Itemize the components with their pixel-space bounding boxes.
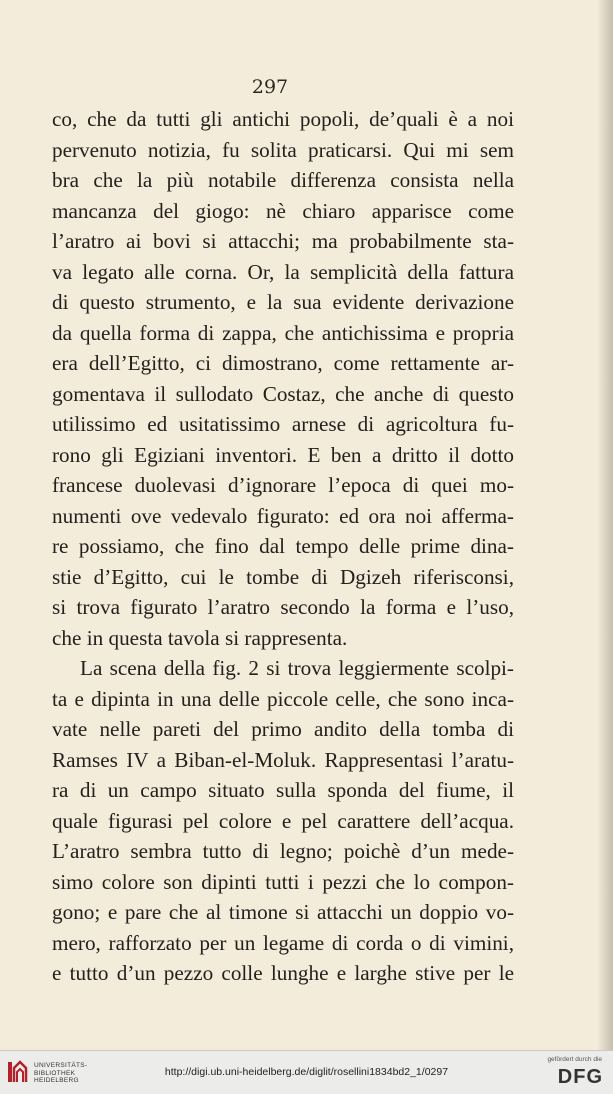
text-line-8: da quella forma di zappa, che antichissima e propria — [52, 320, 514, 345]
text-line-17: si trova figurato l’aratro secondo la forma e l’uso, — [52, 595, 514, 619]
dfg-logo[interactable]: DFG — [557, 1066, 603, 1088]
text-line-11: utilissimo ed usitatissimo arnese di agricoltura fu- — [52, 412, 514, 436]
permalink-url[interactable]: http://digi.ub.uni-heidelberg.de/diglit/rosellini1834bd2_1/0297 — [164, 1066, 449, 1078]
text-line-25: L’aratro sembra tutto di legno; poichè d’un mede- — [52, 839, 514, 863]
page-edge-shadow — [597, 0, 613, 1050]
text-line-16: stie d’Egitto, cui le tombe di Dgizeh riferisconsi, — [52, 564, 514, 589]
text-line-10: gomentava il sullodato Costaz, che anche di questo — [52, 381, 514, 406]
text-line-3: bra che la più notabile differenza consista nella — [52, 168, 514, 192]
library-name-line-1: UNIVERSITÄTS- — [34, 1062, 88, 1069]
text-line-1: co, che da tutti gli antichi popoli, de’quali è a noi — [52, 107, 514, 131]
text-line-29: e tutto d’un pezzo colle lunghe e larghe stive per le — [52, 961, 514, 985]
body-text — [52, 104, 514, 989]
text-line-2: pervenuto notizia, fu solita praticarsi. Qui mi sem — [52, 137, 514, 162]
text-line-23: ra di un campo situato sulla sponda del fiume, il — [52, 778, 514, 802]
funded-by-label: gefördert durch die — [547, 1056, 602, 1063]
library-name-line-2: BIBLIOTHEK — [34, 1069, 76, 1077]
text-line-9: era dell’Egitto, ci dimostrano, come rettamente ar- — [52, 351, 514, 375]
text-line-19: La scena della fig. 2 si trova leggiermente scolpi- — [80, 656, 514, 680]
text-line-27: gono; e pare che al timone si attacchi un doppio vo- — [52, 900, 514, 924]
text-line-26: simo colore son dipinti tutti i pezzi che lo compon- — [52, 869, 514, 894]
page-number: 297 — [251, 76, 289, 98]
text-line-22: Ramses IV a Biban-el-Moluk. Rappresentasi l’aratu- — [52, 747, 514, 772]
text-line-7: di questo strumento, e la sua evidente derivazione — [52, 290, 514, 314]
library-name-line-3: HEIDELBERG — [34, 1077, 79, 1084]
text-line-14: numenti ove vedevalo figurato: ed ora noi afferma- — [52, 503, 514, 528]
text-line-4: mancanza del giogo: nè chiaro apparisce come — [52, 198, 514, 223]
text-line-28: mero, rafforzato per un legame di corda o di vimini, — [52, 930, 514, 955]
text-line-24: quale figurasi pel colore e pel carattere dell’acqua. — [52, 808, 514, 833]
viewer-footer — [0, 1050, 613, 1094]
text-line-6: va legato alle corna. Or, la semplicità della fattura — [52, 259, 514, 284]
text-line-15: re possiamo, che fino dal tempo delle prime dina- — [52, 534, 514, 558]
text-line-13: francese duolevasi d’ignorare l’epoca di quei mo- — [52, 473, 514, 497]
text-line-20: ta e dipinta in una delle piccole celle, che sono inca- — [52, 686, 514, 711]
text-line-5: l’aratro ai bovi si attacchi; ma probabilmente sta- — [52, 229, 514, 253]
text-line-21: vate nelle pareti del primo andito della tomba di — [52, 717, 514, 741]
text-line-12: rono gli Egiziani inventori. E ben a dritto il dotto — [52, 442, 514, 467]
text-line-18: che in questa tavola si rappresenta. — [52, 625, 348, 650]
